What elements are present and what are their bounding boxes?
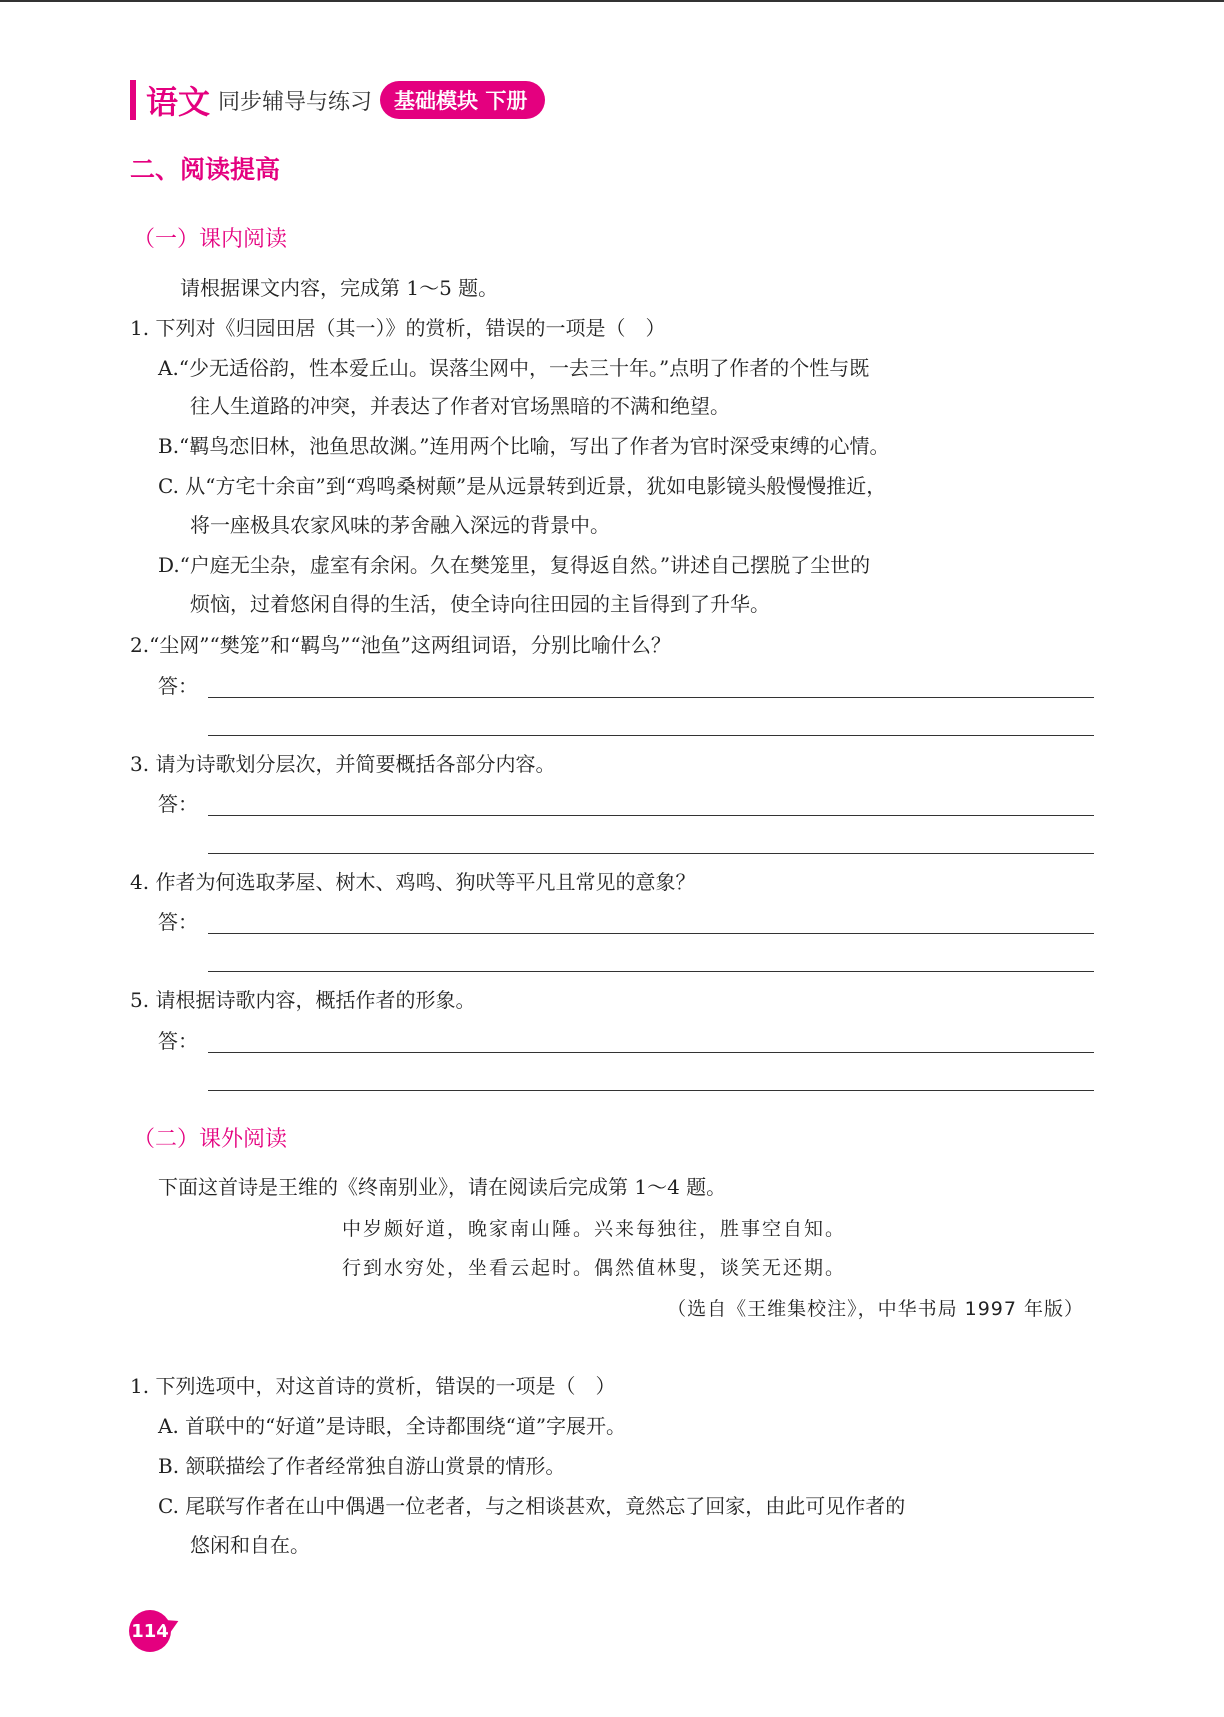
p1-q1-option-c-cont: 将一座极具农家风味的茅舍融入深远的背景中。 xyxy=(190,513,610,537)
p1-q2-answer-label: 答： xyxy=(158,674,198,698)
p1-q1-option-d-cont: 烦恼，过着悠闲自得的生活，使全诗向往田园的主旨得到了升华。 xyxy=(190,592,770,616)
p1-q4: 4. 作者为何选取茅屋、树木、鸡鸣、狗吠等平凡且常见的意象？ xyxy=(130,870,696,894)
part2-title: （二）课外阅读 xyxy=(133,1127,288,1152)
p2-q1-stem: 1. 下列选项中，对这首诗的赏析，错误的一项是（ ） xyxy=(130,1374,616,1398)
p1-q3-answer-line-1[interactable] xyxy=(208,815,1094,816)
page-number: 114 xyxy=(131,1620,169,1642)
p1-q1-option-a-cont: 往人生道路的冲突，并表达了作者对官场黑暗的不满和绝望。 xyxy=(190,394,730,418)
poem-line-1: 中岁颇好道，晚家南山陲。兴来每独往，胜事空自知。 xyxy=(342,1218,847,1240)
p1-q1-option-a: A.“少无适俗韵，性本爱丘山。误落尘网中，一去三十年。”点明了作者的个性与既 xyxy=(158,356,870,380)
series-title: 同步辅导与练习 xyxy=(218,89,373,115)
book-header xyxy=(130,80,545,120)
p1-q2: 2.“尘网”“樊笼”和“羁鸟”“池鱼”这两组词语，分别比喻什么？ xyxy=(130,633,671,657)
part1-title: （一）课内阅读 xyxy=(133,227,288,252)
p1-q3: 3. 请为诗歌划分层次，并简要概括各部分内容。 xyxy=(130,752,556,776)
p2-q1-option-c: C. 尾联写作者在山中偶遇一位老者，与之相谈甚欢，竟然忘了回家，由此可见作者的 xyxy=(158,1494,906,1518)
p1-q1-option-b: B.“羁鸟恋旧林，池鱼思故渊。”连用两个比喻，写出了作者为官时深受束缚的心情。 xyxy=(158,434,890,458)
p1-q4-answer-line-2[interactable] xyxy=(208,971,1094,972)
part2-intro: 下面这首诗是王维的《终南别业》，请在阅读后完成第 1～4 题。 xyxy=(158,1175,727,1199)
p1-q3-answer-line-2[interactable] xyxy=(208,853,1094,854)
module-badge: 基础模块 下册 xyxy=(380,81,545,119)
p1-q1-option-d: D.“户庭无尘杂，虚室有余闲。久在樊笼里，复得返自然。”讲述自己摆脱了尘世的 xyxy=(158,553,871,577)
p1-q5-answer-label: 答： xyxy=(158,1029,198,1053)
subject-title: 语文 xyxy=(146,83,211,121)
p1-q5-answer-line-2[interactable] xyxy=(208,1090,1094,1091)
top-border xyxy=(0,0,1224,2)
page-number-badge xyxy=(129,1610,171,1652)
p1-q4-answer-line-1[interactable] xyxy=(208,933,1094,934)
header-accent-bar xyxy=(130,80,136,120)
p1-q1-option-c: C. 从“方宅十余亩”到“鸡鸣桑树颠”是从远景转到近景，犹如电影镜头般慢慢推近， xyxy=(158,474,887,498)
p1-q4-answer-label: 答： xyxy=(158,910,198,934)
poem-source: （选自《王维集校注》，中华书局 1997 年版） xyxy=(667,1298,1084,1320)
p2-q1-option-c-cont: 悠闲和自在。 xyxy=(190,1533,310,1557)
p1-q1-stem: 1. 下列对《归园田居（其一）》的赏析，错误的一项是（ ） xyxy=(130,316,666,340)
p2-q1-option-a: A. 首联中的“好道”是诗眼，全诗都围绕“道”字展开。 xyxy=(158,1414,627,1438)
p1-q5: 5. 请根据诗歌内容，概括作者的形象。 xyxy=(130,988,476,1012)
p2-q1-option-b: B. 颔联描绘了作者经常独自游山赏景的情形。 xyxy=(158,1454,566,1478)
part1-intro: 请根据课文内容，完成第 1～5 题。 xyxy=(180,276,499,300)
p1-q2-answer-line-1[interactable] xyxy=(208,697,1094,698)
p1-q5-answer-line-1[interactable] xyxy=(208,1052,1094,1053)
poem-line-2: 行到水穷处，坐看云起时。偶然值林叟，谈笑无还期。 xyxy=(342,1257,847,1279)
section-title: 二、阅读提高 xyxy=(130,155,281,184)
p1-q2-answer-line-2[interactable] xyxy=(208,735,1094,736)
p1-q3-answer-label: 答： xyxy=(158,792,198,816)
